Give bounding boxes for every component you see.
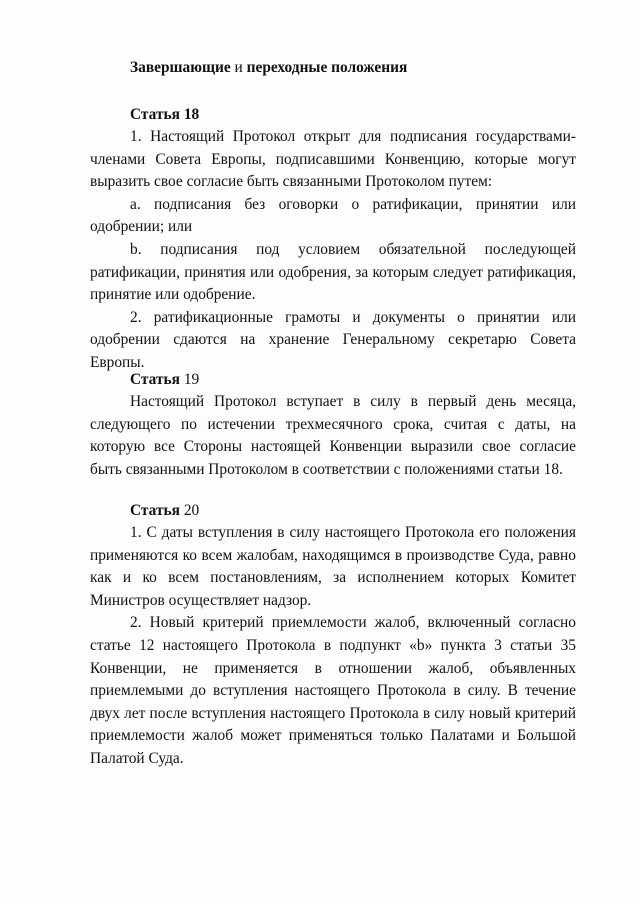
article-20-heading-word: Статья (130, 502, 180, 519)
article-18 (90, 104, 576, 375)
article-20-heading (130, 500, 576, 522)
article-20-paragraph-2: 2. Новый критерий приемлемости жалоб, включенный согласно статье 12 настоящего Протокола в подпункт «b» пункта 3 статьи 35 Конвенции, не применяется в отношении жалоб, объявленных приемлемыми до вступления настоящего Протокола в силу. В течение двух лет после вступления настоящего Протокола в силу новый критерий приемлемости жалоб может применяться только Палатами и Большой Палатой Суда. (90, 614, 576, 767)
section-title-part2: и (234, 59, 243, 76)
section-title-part3: переходные положения (246, 59, 408, 76)
article-18-item-a: a. подписания без оговорки о ратификации, принятии или одобрении; или (90, 195, 576, 236)
article-19-heading (130, 369, 576, 391)
article-20-heading-number: 20 (183, 502, 200, 519)
article-18-paragraph-2: 2. ратификационные грамоты и документы о принятии или одобрении сдаются на хранение Генеральному секретарю Совета Европы. (90, 308, 576, 371)
article-19-paragraph-1: Настоящий Протокол вступает в силу в первый день месяца, следующего по истечении трехмесячного срока, считая с даты, на которую все Стороны настоящей Конвенции выразили свое согласие быть связанными Протоколом в соответствии с положениями статьи 18. (90, 393, 576, 478)
article-20 (90, 500, 576, 771)
article-18-paragraph-1: 1. Настоящий Протокол открыт для подписания государствами-членами Совета Европы, подписавшими Конвенцию, которые могут выразить свое согласие быть связанными Протоколом путем: (90, 128, 576, 191)
section-title-part1: Завершающие (130, 59, 231, 76)
section-title (130, 57, 407, 80)
article-20-paragraph-1: 1. С даты вступления в силу настоящего Протокола его положения применяются ко всем жалобам, находящимся в производстве Суда, равно как и ко всем постановлениям, за исполнением которых Комитет Министров осуществляет надзор. (90, 524, 576, 609)
article-19-heading-word: Статья (130, 371, 180, 388)
article-18-item-b: b. подписания под условием обязательной последующей ратификации, принятия или одобрения, за которым следует ратификация, принятие или одобрение. (90, 240, 576, 304)
article-18-heading: Статья 18 (130, 106, 200, 123)
article-19-heading-number: 19 (183, 371, 200, 388)
article-19 (90, 369, 576, 481)
